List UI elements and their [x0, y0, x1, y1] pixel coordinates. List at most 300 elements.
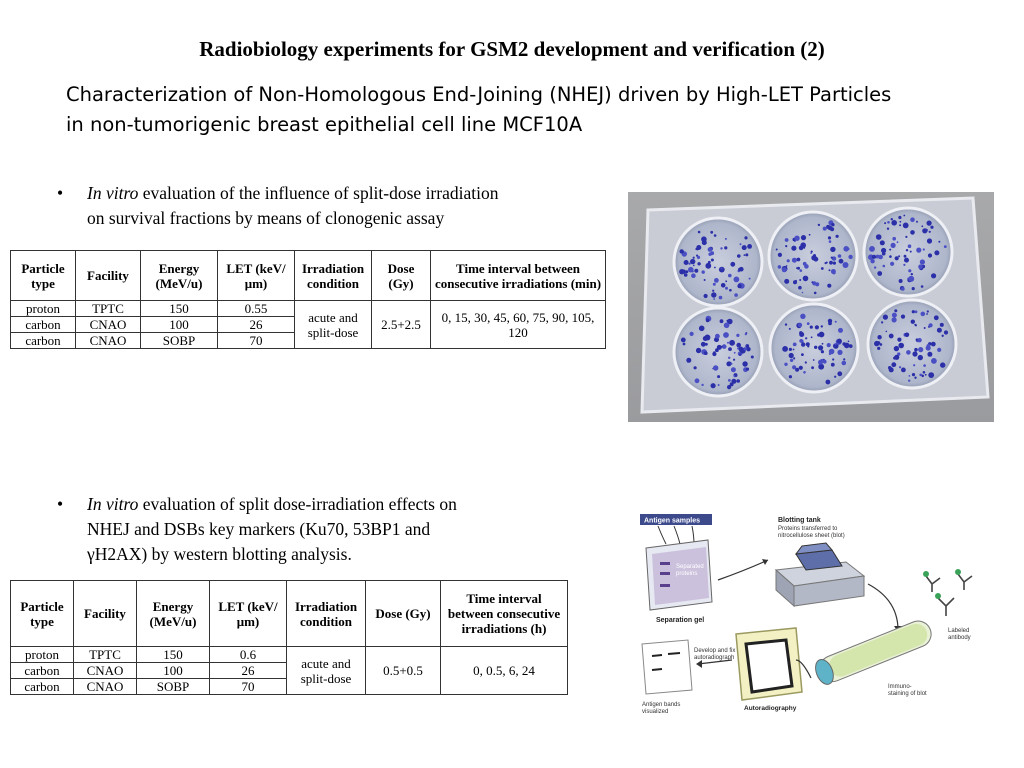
colony-dot: [890, 262, 894, 266]
cell-let: 0.55: [218, 301, 295, 317]
colony-dot: [892, 237, 896, 241]
colony-dot: [917, 338, 921, 342]
colony-dot: [708, 253, 711, 256]
colony-dot: [911, 273, 913, 275]
colony-dot: [793, 280, 797, 284]
colony-dot: [691, 273, 696, 278]
colony-dot: [929, 323, 933, 327]
colony-dot: [727, 342, 729, 344]
colony-dot: [940, 323, 944, 327]
colony-dot: [734, 293, 738, 297]
colony-dot: [898, 343, 904, 349]
colony-dot: [944, 245, 947, 248]
cell-particle: proton: [11, 647, 74, 663]
arrow-to-tank: [718, 560, 768, 580]
colony-dot: [842, 361, 847, 366]
colony-dot: [927, 310, 929, 312]
colony-dot: [876, 255, 880, 259]
colony-dot: [737, 348, 739, 350]
col-facility: Facility: [74, 581, 137, 647]
col-facility: Facility: [76, 251, 141, 301]
clonogenic-plate-photo: [628, 192, 994, 422]
colony-dot: [942, 335, 944, 337]
colony-dot: [839, 259, 844, 264]
colony-dot: [737, 254, 741, 258]
colony-dot: [705, 343, 708, 346]
colony-dot: [931, 358, 937, 364]
colony-dot: [842, 342, 846, 346]
colony-dot: [702, 270, 705, 273]
colony-dot: [848, 341, 850, 343]
colony-dot: [821, 267, 824, 270]
colony-dot: [848, 255, 852, 259]
cell-facility: CNAO: [76, 317, 141, 333]
colony-dot: [683, 343, 686, 346]
colony-dot: [690, 332, 694, 336]
colony-dot: [823, 360, 827, 364]
labeled-antibody-icon: [926, 574, 972, 616]
colony-dot: [744, 236, 747, 239]
col-dose: Dose (Gy): [372, 251, 431, 301]
colony-dot: [903, 264, 905, 266]
colony-dot: [818, 224, 820, 226]
colony-dot: [940, 362, 945, 367]
bullet-2-line-1: evaluation of split dose-irradiation effects on: [138, 494, 457, 514]
colony-dot: [789, 348, 792, 351]
col-let: LET (keV/μm): [218, 251, 295, 301]
colony-dot: [730, 262, 735, 267]
colony-dot: [918, 355, 923, 360]
colony-dot: [807, 322, 810, 325]
colony-dot: [908, 244, 912, 248]
cell-facility: TPTC: [74, 647, 137, 663]
colony-dot: [810, 326, 813, 329]
cell-particle: carbon: [11, 333, 76, 349]
colony-dot: [829, 261, 833, 265]
colony-dot: [928, 253, 932, 257]
colony-dot: [838, 254, 842, 258]
colony-dot: [909, 375, 911, 377]
colony-dot: [903, 223, 909, 229]
colony-dot: [921, 225, 923, 227]
colony-dot: [834, 376, 836, 378]
colony-dot: [899, 221, 901, 223]
colony-dot: [751, 356, 754, 359]
colony-dot: [800, 242, 806, 248]
colony-dot: [799, 366, 803, 370]
colony-dot: [836, 235, 839, 238]
colony-dot: [919, 374, 922, 377]
table-row: [11, 301, 606, 317]
colony-dot: [713, 283, 716, 286]
colony-dot: [782, 346, 788, 352]
colony-dot: [744, 254, 746, 256]
cell-facility: CNAO: [74, 663, 137, 679]
colony-dot: [742, 245, 747, 250]
colony-dot: [923, 248, 925, 250]
colony-dot: [897, 241, 899, 243]
colony-dot: [708, 247, 713, 252]
colony-dot: [778, 253, 782, 257]
colony-dot: [776, 249, 778, 251]
colony-dot: [720, 319, 724, 323]
bullet-2-line-3: γH2AX) by western blotting analysis.: [87, 544, 352, 564]
colony-dot: [895, 256, 899, 260]
colony-dot: [733, 359, 735, 361]
colony-dot: [835, 321, 837, 323]
colony-dot: [827, 343, 831, 347]
colony-dot: [704, 351, 708, 355]
labeled-antibody-label-2: antibody: [948, 635, 971, 641]
colony-dot: [739, 354, 741, 356]
subtitle-line-2: in non-tumorigenic breast epithelial cell line MCF10A: [66, 113, 583, 136]
colony-dot: [927, 238, 932, 243]
cell-facility: CNAO: [76, 333, 141, 349]
colony-dot: [891, 243, 896, 248]
colony-dot: [801, 353, 804, 356]
colony-dot: [724, 246, 727, 249]
colony-dot: [782, 267, 787, 272]
colony-dot: [828, 226, 833, 231]
colony-dot: [838, 328, 843, 333]
colony-dot: [920, 259, 925, 264]
cell-condition: acute and split-dose: [287, 647, 366, 695]
colony-dot: [811, 336, 813, 338]
colony-dot: [792, 365, 796, 369]
colony-dot: [785, 323, 787, 325]
colony-dot: [706, 319, 708, 321]
colony-dot: [704, 335, 710, 341]
col-particle-type: Particle type: [11, 581, 74, 647]
cell-energy: SOBP: [137, 679, 210, 695]
develop-label-1: Develop and fix: [694, 648, 736, 654]
colony-dot: [696, 348, 701, 353]
colony-dot: [797, 258, 801, 262]
colony-dot: [910, 251, 912, 253]
western-blot-diagram: [636, 510, 996, 750]
colony-dot: [730, 363, 732, 365]
immunostaining-label-1: Immuno-: [888, 684, 912, 690]
colony-dot: [921, 285, 924, 288]
colony-dot: [899, 366, 901, 368]
colony-dot: [736, 334, 739, 337]
colony-dot: [894, 346, 899, 351]
colony-dot: [697, 262, 700, 265]
colony-dot: [822, 343, 824, 345]
colony-dot: [697, 256, 700, 259]
colony-dot: [711, 259, 714, 262]
colony-dot: [713, 351, 715, 353]
colony-dot: [814, 292, 817, 295]
colony-dot: [934, 315, 939, 320]
colony-dot: [811, 281, 813, 283]
colony-dot: [714, 267, 716, 269]
colony-dot: [877, 347, 880, 350]
colony-dot: [802, 292, 804, 294]
colony-dot: [801, 342, 805, 346]
colony-dot: [717, 375, 720, 378]
table-western-blot-experiments: [10, 580, 568, 695]
colony-dot: [894, 355, 899, 360]
cell-facility: TPTC: [76, 301, 141, 317]
colony-dot: [705, 263, 711, 269]
colony-dot: [803, 371, 806, 374]
colony-dot: [869, 246, 875, 252]
colony-dot: [883, 265, 886, 268]
colony-dot: [728, 357, 730, 359]
colony-dot: [923, 371, 926, 374]
colony-dot: [843, 358, 845, 360]
colony-dot: [904, 258, 909, 263]
colony-dot: [828, 236, 831, 239]
colony-dot: [898, 255, 900, 257]
colony-dot: [736, 379, 740, 383]
colony-dot: [724, 323, 730, 329]
colony-dot: [805, 361, 807, 363]
colony-dot: [728, 274, 732, 278]
colony-dot: [843, 262, 849, 268]
colony-dot: [849, 344, 853, 348]
colony-dot: [725, 280, 727, 282]
colony-dot: [713, 365, 718, 370]
colony-dot: [892, 313, 897, 318]
colony-dot: [874, 266, 876, 268]
colony-dot: [916, 248, 921, 253]
colony-dot: [718, 384, 720, 386]
colony-dot: [870, 259, 874, 263]
colony-dot: [711, 292, 716, 297]
cell-energy: SOBP: [141, 333, 218, 349]
colony-dot: [911, 320, 915, 324]
colony-dot: [894, 309, 897, 312]
colony-dot: [797, 267, 800, 270]
cell-let: 70: [218, 333, 295, 349]
cell-dose: 2.5+2.5: [372, 301, 431, 349]
colony-dot: [814, 257, 819, 262]
developed-film: [642, 640, 692, 694]
colony-dot: [815, 325, 819, 329]
colony-dot: [837, 350, 842, 355]
colony-dot: [725, 238, 727, 240]
colony-dot: [681, 338, 686, 343]
subtitle-line-1: Characterization of Non-Homologous End-Joining (NHEJ) driven by High-LET Particles: [66, 83, 892, 106]
colony-dot: [715, 334, 720, 339]
colony-dot: [821, 325, 823, 327]
colony-dot: [693, 257, 695, 259]
colony-dot: [891, 218, 893, 220]
colony-dot: [694, 366, 697, 369]
colony-dot: [897, 338, 901, 342]
colony-dot: [887, 221, 890, 224]
colony-dot: [882, 252, 886, 256]
colony-dot: [921, 312, 926, 317]
colony-dot: [729, 289, 732, 292]
colony-dot: [918, 264, 923, 269]
colony-dot: [784, 363, 787, 366]
colony-dot: [877, 271, 882, 276]
bullet-dot: •: [57, 494, 64, 514]
colony-dot: [785, 238, 789, 242]
colony-dot: [914, 377, 916, 379]
colony-dot: [806, 342, 810, 346]
colony-dot: [814, 346, 817, 349]
colony-dot: [701, 342, 706, 347]
colony-dot: [690, 259, 695, 264]
colony-dot: [888, 366, 892, 370]
colony-dot: [723, 332, 729, 338]
colony-dot: [912, 351, 917, 356]
colony-dot: [872, 255, 876, 259]
colony-dot: [918, 347, 923, 352]
colony-dot: [728, 347, 732, 351]
colony-dot: [695, 378, 700, 383]
colony-dot: [929, 231, 931, 233]
colony-dot: [742, 361, 747, 366]
cell-let: 70: [210, 679, 287, 695]
labeled-antibody-label-1: Labeled: [948, 628, 970, 634]
colony-dot: [908, 380, 910, 382]
colony-dot: [832, 358, 834, 360]
colony-dot: [912, 310, 915, 313]
colony-dot: [892, 317, 897, 322]
colony-dot: [798, 286, 802, 290]
antigen-bands-label-1: Antigen bands: [642, 702, 681, 708]
colony-dot: [720, 247, 722, 249]
table-survival-experiments: [10, 250, 606, 349]
colony-dot: [830, 247, 835, 252]
slide-subtitle: [66, 80, 966, 140]
colony-dot: [711, 383, 716, 388]
colony-dot: [737, 284, 741, 288]
colony-dot: [787, 259, 790, 262]
colony-dot: [903, 215, 905, 217]
col-energy: Energy (MeV/u): [137, 581, 210, 647]
plate-well: [674, 308, 762, 396]
cell-facility: CNAO: [74, 679, 137, 695]
colony-dot: [694, 269, 698, 273]
colony-dot: [799, 279, 801, 281]
cell-interval: 0, 0.5, 6, 24: [441, 647, 568, 695]
colony-dot: [937, 328, 942, 333]
separated-proteins-label-2: proteins: [676, 571, 698, 577]
colony-dot: [898, 216, 901, 219]
colony-dot: [889, 249, 891, 251]
colony-dot: [906, 249, 908, 251]
colony-dot: [789, 353, 794, 358]
colony-dot: [819, 332, 825, 338]
colony-dot: [891, 220, 897, 226]
col-particle-type: Particle type: [11, 251, 76, 301]
colony-dot: [793, 349, 795, 351]
cell-energy: 100: [137, 663, 210, 679]
colony-dot: [713, 298, 715, 300]
cell-particle: carbon: [11, 679, 74, 695]
colony-dot: [740, 243, 742, 245]
immunostaining-tube: [812, 617, 935, 687]
colony-dot: [746, 368, 749, 371]
cell-condition: acute and split-dose: [295, 301, 372, 349]
colony-dot: [837, 339, 842, 344]
colony-dot: [727, 385, 731, 389]
bullet-2-line-2: NHEJ and DSBs key markers (Ku70, 53BP1 and: [87, 519, 431, 539]
colony-dot: [899, 279, 903, 283]
develop-label-2: autoradiograph: [694, 655, 735, 661]
colony-dot: [801, 235, 806, 240]
colony-dot: [914, 324, 916, 326]
colony-dot: [831, 223, 834, 226]
cell-particle: carbon: [11, 663, 74, 679]
colony-dot: [793, 357, 795, 359]
cell-let: 26: [210, 663, 287, 679]
colony-dot: [785, 245, 787, 247]
table-header-row: [11, 581, 568, 647]
cell-energy: 100: [141, 317, 218, 333]
separation-gel-label: Separation gel: [656, 617, 705, 624]
colony-dot: [717, 345, 722, 350]
cell-energy: 150: [141, 301, 218, 317]
bullet-1-line-2: on survival fractions by means of clonogenic assay: [87, 208, 445, 228]
colony-dot: [829, 269, 831, 271]
colony-dot: [826, 380, 831, 385]
colony-dot: [927, 344, 931, 348]
colony-dot: [726, 320, 728, 322]
colony-dot: [880, 240, 885, 245]
colony-dot: [831, 257, 833, 259]
cell-dose: 0.5+0.5: [366, 647, 441, 695]
colony-dot: [728, 379, 731, 382]
colony-dot: [931, 273, 936, 278]
bullet-1-emphasis: In vitro: [87, 183, 139, 203]
immunostaining-label-2: staining of blot: [888, 691, 927, 697]
colony-dot: [698, 231, 701, 234]
colony-dot: [734, 352, 736, 354]
colony-dot: [685, 270, 688, 273]
colony-dot: [734, 375, 736, 377]
bullet-dot: •: [57, 183, 64, 203]
colony-dot: [828, 322, 832, 326]
colony-dot: [926, 313, 928, 315]
colony-dot: [886, 331, 888, 333]
colony-dot: [883, 315, 888, 320]
colony-dot: [831, 363, 835, 367]
colony-dot: [891, 362, 896, 367]
bullet-1-line-1: evaluation of the influence of split-dose irradiation: [138, 183, 499, 203]
colony-dot: [901, 368, 906, 373]
colony-dot: [734, 277, 740, 283]
colony-dot: [701, 384, 703, 386]
table-row: [11, 647, 568, 663]
colony-dot: [798, 323, 802, 327]
colony-dot: [704, 279, 706, 281]
colony-dot: [914, 348, 918, 352]
colony-dot: [789, 328, 791, 330]
cell-particle: carbon: [11, 317, 76, 333]
colony-dot: [928, 372, 934, 378]
colony-dot: [790, 359, 793, 362]
colony-dot: [924, 327, 926, 329]
colony-dot: [684, 273, 688, 277]
col-irradiation-condition: Irradiation condition: [287, 581, 366, 647]
table-header-row: [11, 251, 606, 301]
cell-particle: proton: [11, 301, 76, 317]
colony-dot: [746, 347, 750, 351]
colony-dot: [937, 348, 941, 352]
colony-dot: [813, 254, 816, 257]
blot-desc-2: nitrocellulose sheet (blot): [778, 533, 845, 539]
colony-dot: [792, 258, 797, 263]
col-time-interval: Time interval between consecutive irradiations (h): [441, 581, 568, 647]
cell-energy: 150: [137, 647, 210, 663]
